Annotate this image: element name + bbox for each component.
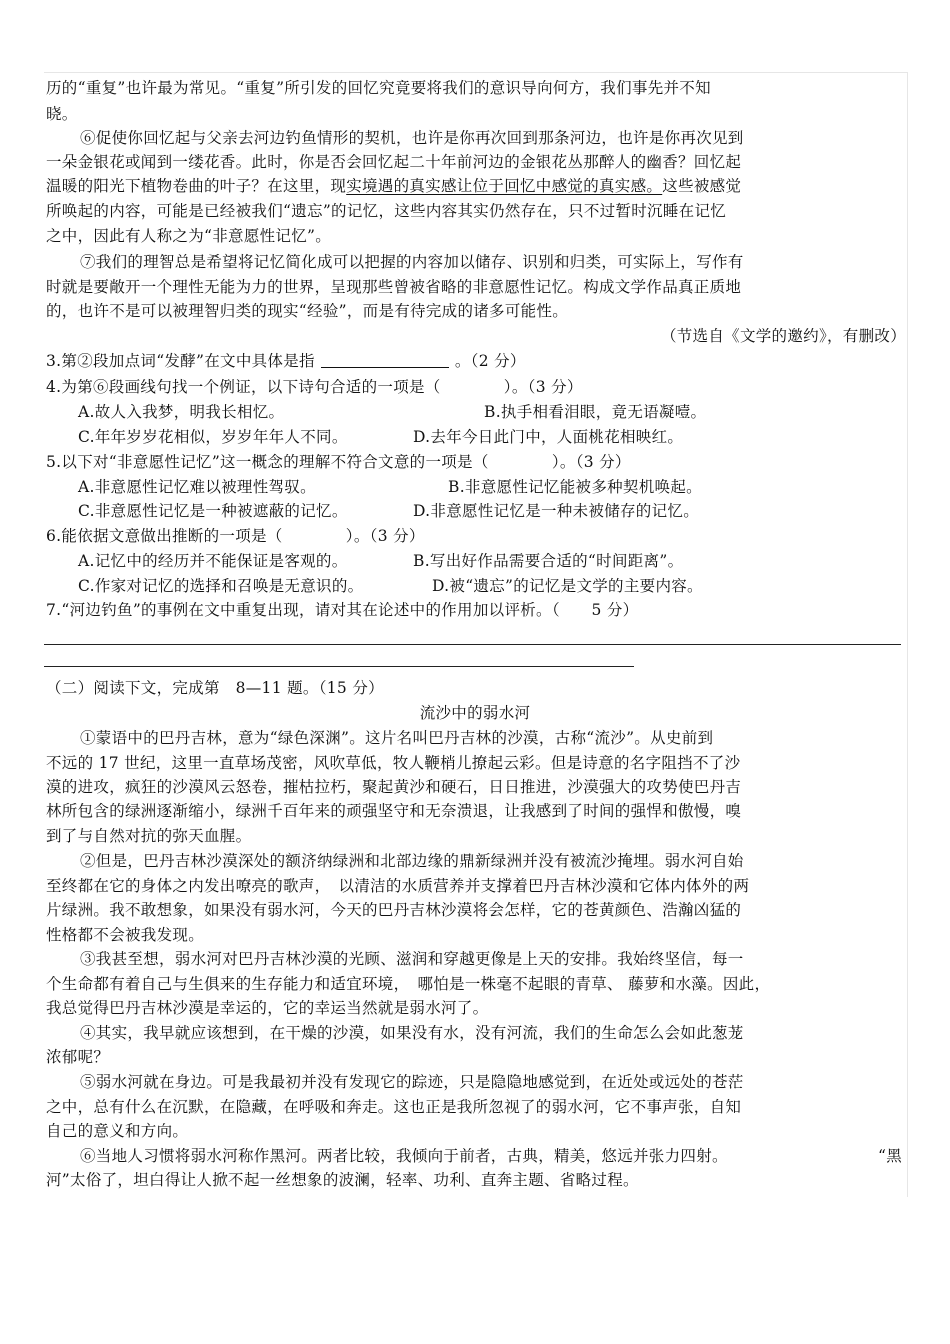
article-paragraph-1-line: 不远的 17 世纪，这里一直草场茂密，风吹草低，牧人鞭梢儿撩起云彩。但是诗意的名字阻挡不了沙 <box>46 754 741 772</box>
article-paragraph-2-line: 性格都不会被我发现。 <box>46 926 205 944</box>
option-b: B.执手相看泪眼，竟无语凝噎。 <box>484 403 707 421</box>
article-paragraph-3-line: 我总觉得巴丹吉林沙漠是幸运的，它的幸运当然就是弱水河了。 <box>46 999 489 1017</box>
article-paragraph-3-line: ③我甚至想，弱水河对巴丹吉林沙漠的光顾、滋润和穿越更像是上天的安排。我始终坚信，每一 <box>80 950 744 968</box>
question-7: 7.“河边钓鱼”的事例在文中重复出现，请对其在论述中的作用加以评析。（ 5 分） <box>46 601 639 619</box>
question-4: 4.为第⑥段画线句找一个例证，以下诗句合适的一项是（ ）。（3 分） <box>46 378 583 396</box>
answer-blank[interactable] <box>321 352 449 368</box>
option-c: C.作家对记忆的选择和召唤是无意识的。 <box>78 577 364 595</box>
paragraph-7-line: 时就是要敞开一个理性无能为力的世界，呈现那些曾被省略的非意愿性记忆。构成文学作品真正质地 <box>46 278 742 296</box>
question-3 <box>46 351 526 371</box>
paragraph-6-line: ⑥促使你回忆起与父亲去河边钓鱼情形的契机，也许是你再次回到那条河边，也许是你再次见到 <box>80 129 744 147</box>
article-paragraph-4-line: ④其实，我早就应该想到，在干燥的沙漠，如果没有水，没有河流，我们的生命怎么会如此葱茏 <box>80 1024 744 1042</box>
option-b: B.写出好作品需要合适的“时间距离”。 <box>413 552 684 570</box>
option-d: D.去年今日此门中，人面桃花相映红。 <box>413 428 684 446</box>
paragraph-6-line: 之中，因此有人称之为“非意愿性记忆”。 <box>46 227 332 245</box>
option-c: C.年年岁岁花相似，岁岁年年人不同。 <box>78 428 348 446</box>
article-paragraph-1-line: 林所包含的绿洲逐渐缩小，绿洲千百年来的顽强坚守和无奈溃退，让我感到了时间的强悍和傲慢，嗅 <box>46 802 742 820</box>
page-border-top <box>44 72 908 73</box>
article-title: 流沙中的弱水河 <box>419 704 531 722</box>
article-paragraph-1-line: 漠的进攻，疯狂的沙漠风云怒卷，摧枯拉朽，聚起黄沙和硬石，日日推进，沙漠强大的攻势使巴丹吉 <box>46 778 742 796</box>
question-5: 5.以下对“非意愿性记忆”这一概念的理解不符合文意的一项是（ ）。（3 分） <box>46 453 631 471</box>
article-paragraph-1-line: 到了与自然对抗的弥天血腥。 <box>46 827 252 845</box>
article-paragraph-6-line-tail: “黑 <box>877 1147 902 1165</box>
option-a: A.记忆中的经历并不能保证是客观的。 <box>78 552 348 570</box>
article-paragraph-2-line: 片绿洲。我不敢想象，如果没有弱水河，今天的巴丹吉林沙漠将会怎样，它的苍黄颜色、浩瀚凶猛的 <box>46 901 742 919</box>
paragraph-7-line: ⑦我们的理智总是希望将记忆简化成可以把握的内容加以储存、识别和归类，可实际上，写作有 <box>80 253 744 271</box>
passage-line: 历的“重复”也许最为常见。“重复”所引发的回忆究竟要将我们的意识导向何方，我们事先并不知 <box>46 79 711 97</box>
option-d: D.被“遗忘”的记忆是文学的主要内容。 <box>432 577 703 595</box>
option-a: A.故人入我梦，明我长相忆。 <box>78 403 285 421</box>
passage-line: 晓。 <box>46 105 78 123</box>
article-paragraph-4-line: 浓郁呢？ <box>46 1048 110 1066</box>
article-paragraph-2-line: 至终都在它的身体之内发出嘹亮的歌声， 以清洁的水质营养并支撑着巴丹吉林沙漠和它体内体外的两 <box>46 877 750 895</box>
article-paragraph-6-line: 河”太俗了，坦白得让人掀不起一丝想象的波澜，轻率、功利、直奔主题、省略过程。 <box>46 1171 639 1189</box>
paragraph-7-line: 的，也许不是可以被理智归类的现实“经验”，而是有待完成的诸多可能性。 <box>46 302 569 320</box>
option-a: A.非意愿性记忆难以被理性驾驭。 <box>78 478 316 496</box>
article-paragraph-3-line: 个生命都有着自己与生俱来的生存能力和适宜环境， 哪怕是一株毫不起眼的青草、 藤萝和水藻。因此， <box>46 975 771 993</box>
question-score: 。（2 分） <box>454 352 526 370</box>
page-border-right <box>907 72 908 1197</box>
question-text: 3.第②段加点词“发酵”在文中具体是指 <box>46 352 315 370</box>
option-c: C.非意愿性记忆是一种被遮蔽的记忆。 <box>78 502 348 520</box>
article-paragraph-6-line: ⑥当地人习惯将弱水河称作黑河。两者比较，我倾向于前者，古典，精美，悠远并张力四射。 <box>80 1147 728 1165</box>
source-citation: （节选自《文学的邀约》，有删改） <box>660 327 906 345</box>
text-run: 温暖的阳光下植物卷曲的叶子？在这里，现 <box>46 177 347 195</box>
article-paragraph-5-line: 自己的意义和方向。 <box>46 1122 189 1140</box>
article-paragraph-2-line: ②但是，巴丹吉林沙漠深处的额济纳绿洲和北部边缘的鼎新绿洲并没有被流沙掩埋。弱水河自始 <box>80 852 744 870</box>
article-paragraph-1-line: ①蒙语中的巴丹吉林，意为“绿色深渊”。这片名叫巴丹吉林的沙漠，古称“流沙”。从史前到 <box>80 729 714 747</box>
text-run: 这些被感觉 <box>662 177 742 195</box>
article-paragraph-5-line: ⑤弱水河就在身边。可是我最初并没有发现它的踪迹，只是隐隐地感觉到，在近处或远处的苍茫 <box>80 1073 744 1091</box>
paragraph-6-line <box>46 176 741 196</box>
underlined-sentence: 实境遇的真实感让位于回忆中感觉的真实感。 <box>346 177 663 195</box>
paragraph-6-line: 所唤起的内容，可能是已经被我们“遗忘”的记忆，这些内容其实仍然存在，只不过暂时沉睡在记忆 <box>46 202 727 220</box>
section-2-header: （二）阅读下文，完成第 8—11 题。（15 分） <box>46 679 384 697</box>
option-d: D.非意愿性记忆是一种未被储存的记忆。 <box>413 502 700 520</box>
article-paragraph-5-line: 之中，总有什么在沉默，在隐藏，在呼吸和奔走。这也正是我所忽视了的弱水河，它不事声张，自知 <box>46 1098 742 1116</box>
question-6: 6.能依据文意做出推断的一项是（ ）。（3 分） <box>46 527 425 545</box>
answer-line[interactable] <box>44 644 901 645</box>
answer-line[interactable] <box>44 666 634 667</box>
paragraph-6-line: 一朵金银花或闻到一缕花香。此时，你是否会回忆起二十年前河边的金银花丛那醉人的幽香？回忆起 <box>46 153 742 171</box>
option-b: B.非意愿性记忆能被多种契机唤起。 <box>448 478 702 496</box>
